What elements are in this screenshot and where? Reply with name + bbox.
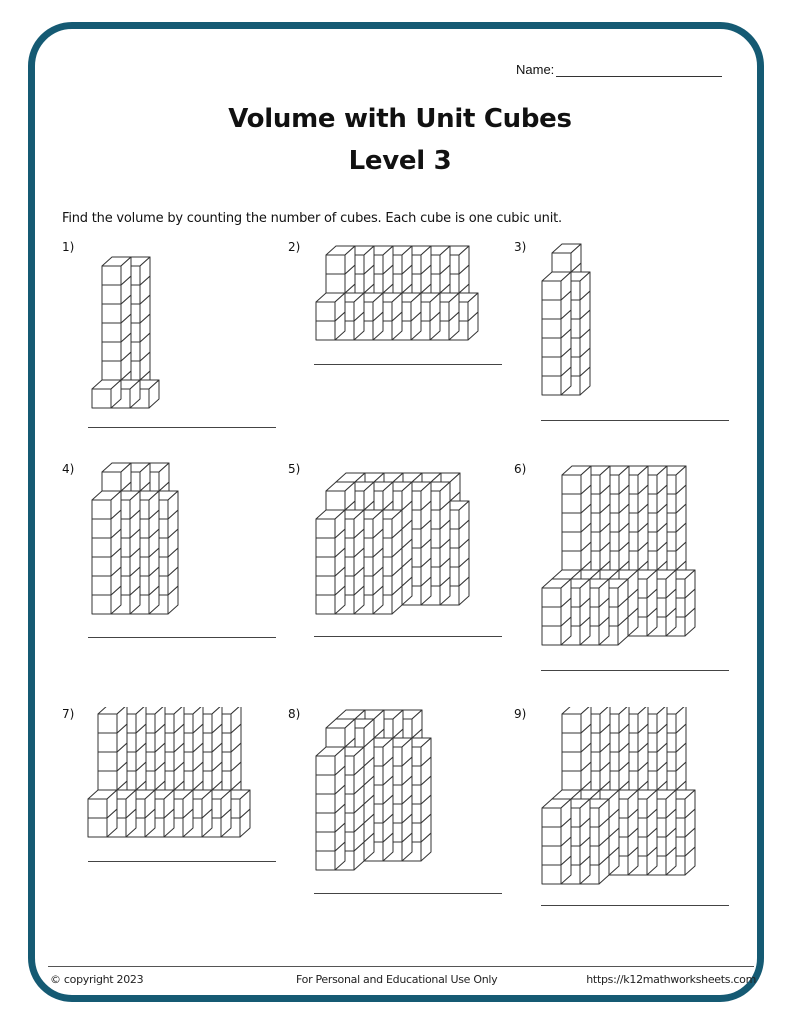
problem-number: 7) (62, 707, 75, 721)
answer-line[interactable] (541, 670, 729, 671)
answer-line[interactable] (88, 861, 276, 862)
problem-number: 3) (514, 240, 527, 254)
problem-number: 2) (288, 240, 301, 254)
name-input-line[interactable] (556, 64, 722, 77)
unit-cube-figure (62, 240, 292, 470)
unit-cube-figure (288, 240, 518, 470)
instructions: Find the volume by counting the number of cubes. Each cube is one cubic unit. (62, 211, 562, 226)
unit-cube-figure (514, 707, 744, 937)
problem-number: 1) (62, 240, 75, 254)
answer-line[interactable] (541, 905, 729, 906)
unit-cube-figure (288, 462, 518, 692)
problem-number: 4) (62, 462, 75, 476)
unit-cube-figure (62, 707, 292, 937)
unit-cube-figure (514, 240, 744, 470)
answer-line[interactable] (314, 893, 502, 894)
answer-line[interactable] (88, 637, 276, 638)
unit-cube-figure (514, 462, 744, 692)
problem-number: 5) (288, 462, 301, 476)
name-label: Name: (516, 62, 555, 77)
footer-usage: For Personal and Educational Use Only (296, 973, 498, 986)
footer-url[interactable]: https://k12mathworksheets.com (586, 973, 756, 986)
problem-number: 6) (514, 462, 527, 476)
answer-line[interactable] (314, 364, 502, 365)
footer-divider (48, 966, 754, 967)
name-field[interactable] (516, 62, 722, 77)
answer-line[interactable] (314, 636, 502, 637)
worksheet-level: Level 3 (348, 146, 452, 176)
unit-cube-figure (62, 462, 292, 692)
answer-line[interactable] (541, 420, 729, 421)
problem-number: 9) (514, 707, 527, 721)
answer-line[interactable] (88, 427, 276, 428)
unit-cube-figure (288, 707, 518, 937)
footer-copyright: © copyright 2023 (50, 973, 144, 986)
worksheet-title: Volume with Unit Cubes (228, 104, 572, 134)
problem-number: 8) (288, 707, 301, 721)
